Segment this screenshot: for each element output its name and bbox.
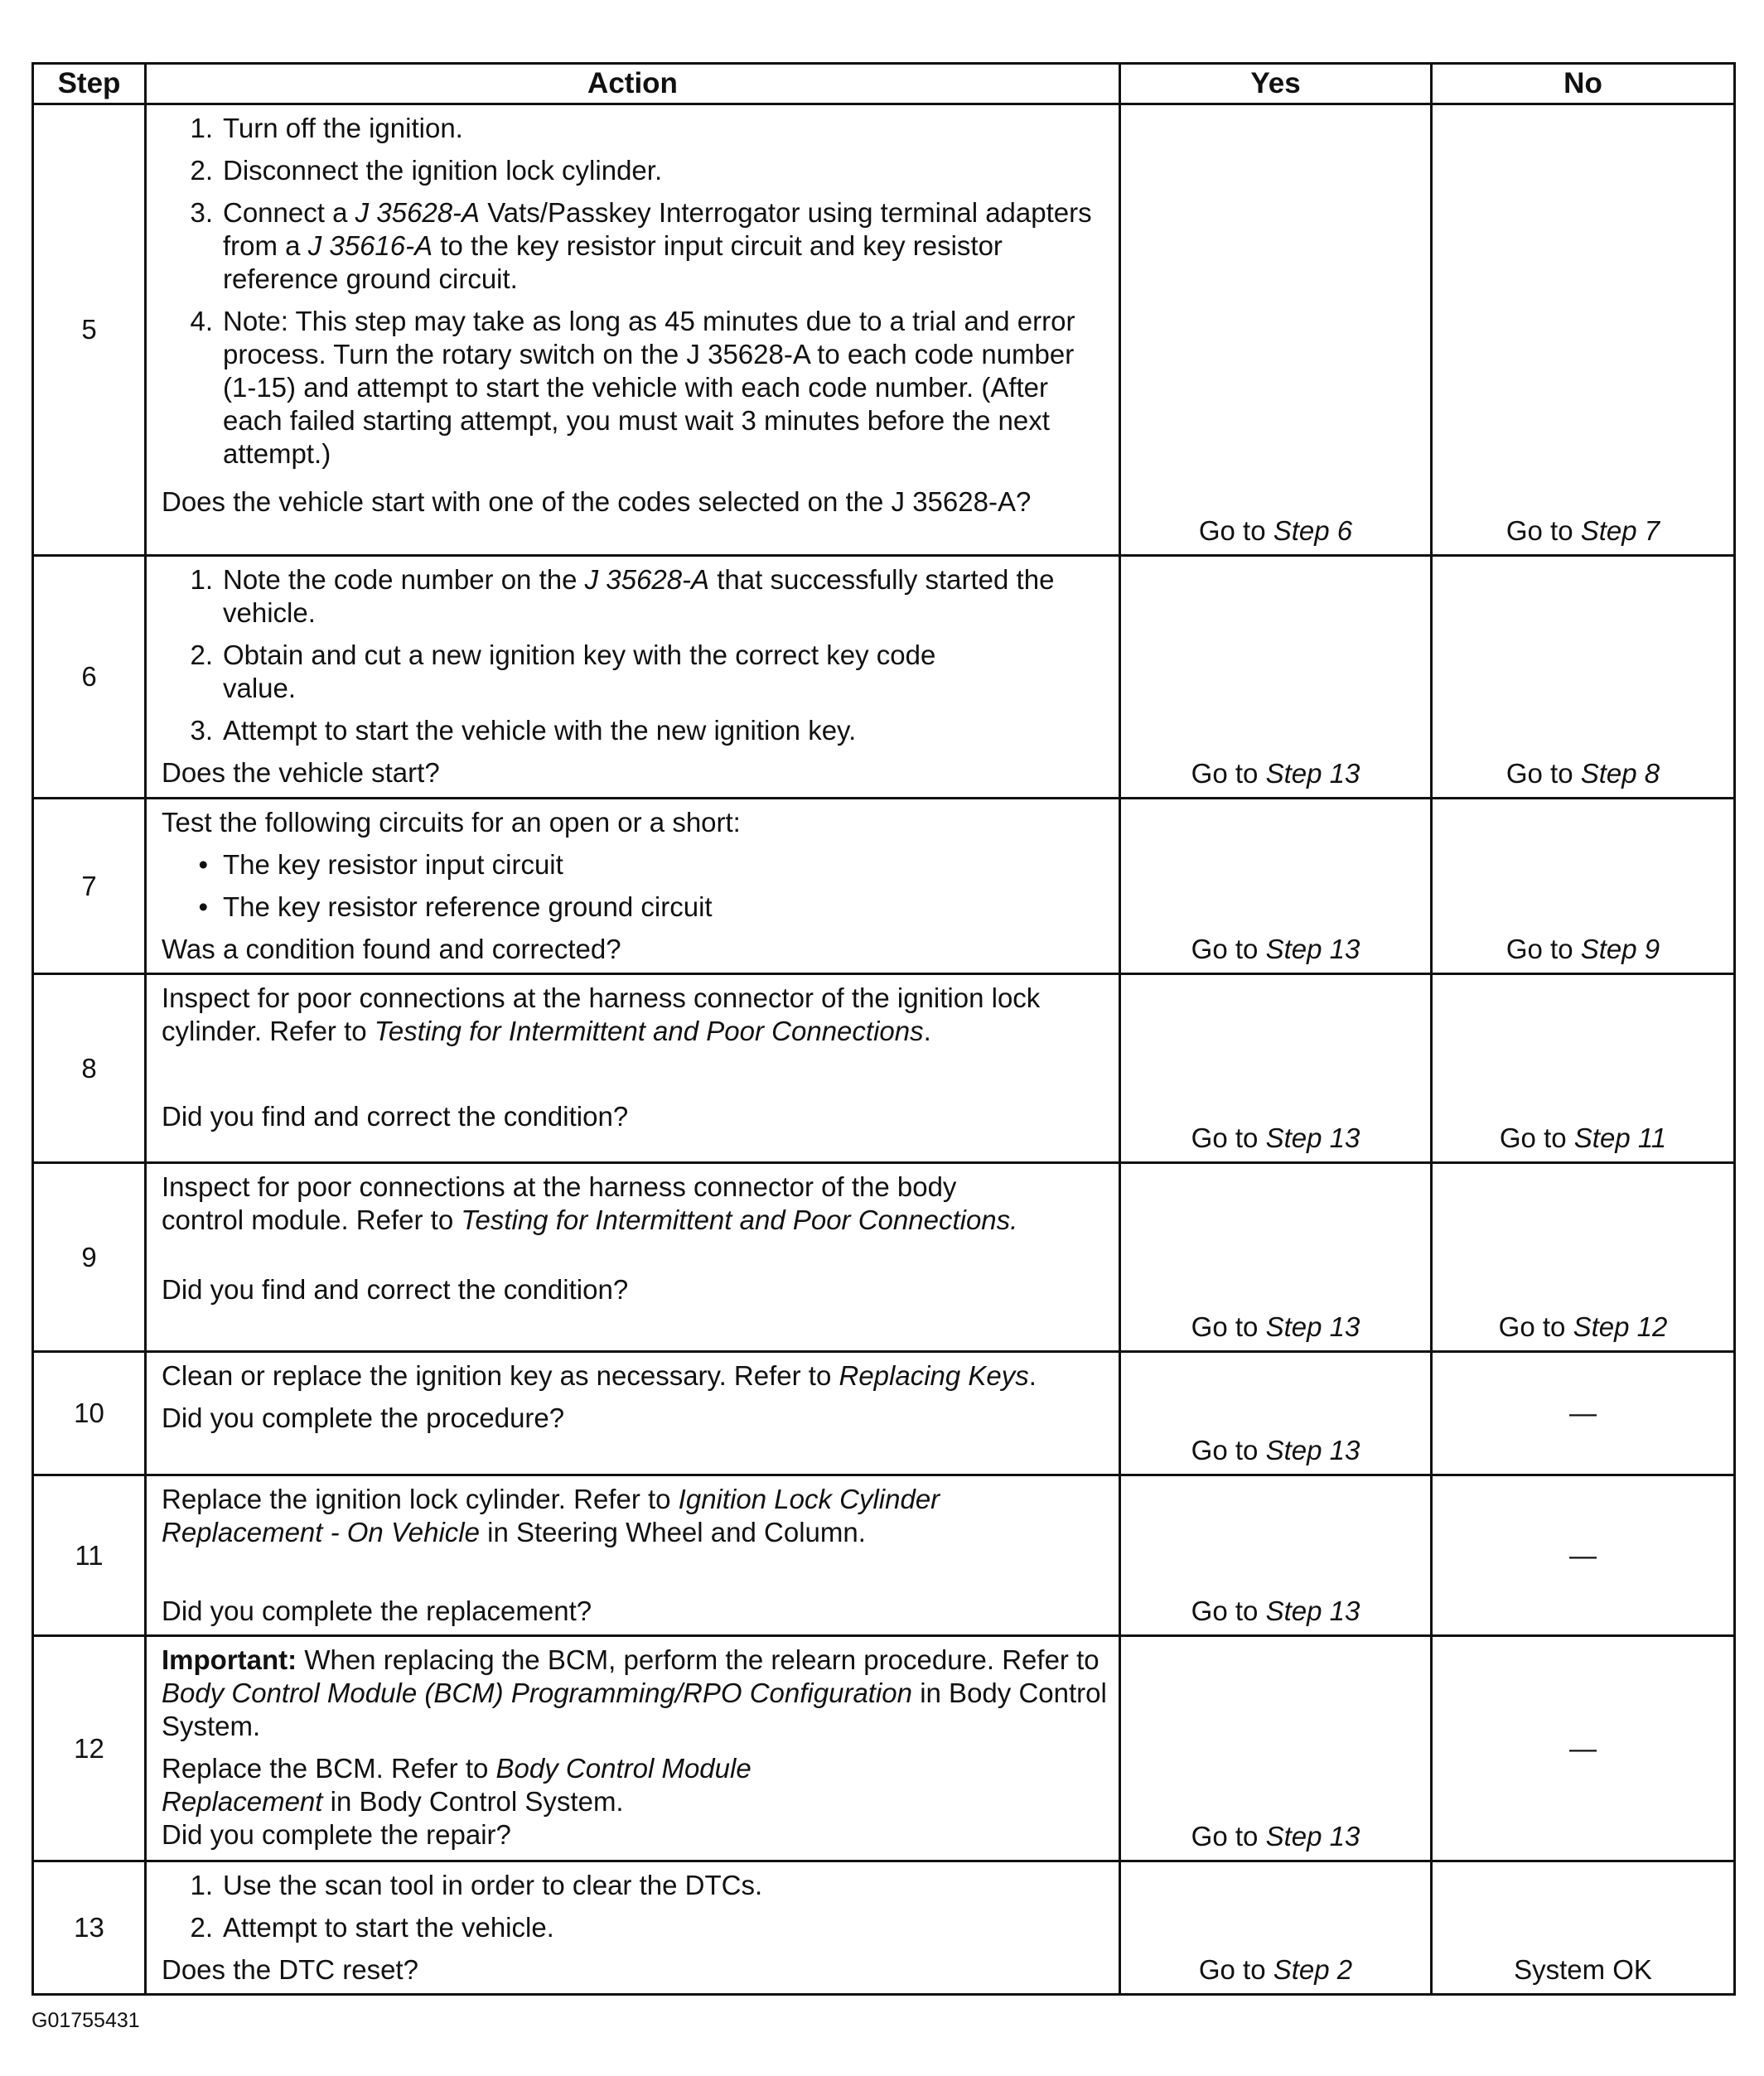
no-cell: — xyxy=(1432,1352,1735,1475)
step-number: 13 xyxy=(33,1861,146,1995)
text-segment: . xyxy=(923,1016,931,1046)
yes-cell xyxy=(1120,1636,1432,1861)
no-step-link[interactable]: Step 8 xyxy=(1580,758,1660,789)
yes-prefix: Go to xyxy=(1191,1821,1266,1852)
no-cell xyxy=(1432,974,1735,1163)
item-number: 2. xyxy=(190,1912,213,1943)
step-number: 6 xyxy=(33,556,146,799)
tool-reference: J 35628-A xyxy=(355,197,481,228)
instruction-text xyxy=(162,1483,1107,1549)
text-segment: in Body Control System. xyxy=(162,1678,1107,1741)
yes-step-link[interactable]: Step 13 xyxy=(1265,934,1360,964)
no-prefix: Go to xyxy=(1505,934,1581,964)
action-cell xyxy=(146,799,1120,974)
important-note xyxy=(162,1644,1107,1743)
intro-text: Test the following circuits for an open or a short: xyxy=(162,807,741,838)
list-item xyxy=(162,112,1107,145)
no-prefix: Go to xyxy=(1498,1311,1573,1342)
item-text: Use the scan tool in order to clear the DTCs. xyxy=(223,1870,763,1900)
text-segment: Replace the ignition lock cylinder. Refer to xyxy=(162,1484,679,1514)
bullet-text: The key resistor reference ground circuit xyxy=(223,891,713,922)
instruction-text xyxy=(162,1752,1107,1818)
yes-prefix: Go to xyxy=(1191,1311,1266,1342)
action-cell xyxy=(146,974,1120,1163)
action-cell xyxy=(146,1475,1120,1636)
action-cell xyxy=(146,1163,1120,1352)
text-segment: that successfully started the vehicle. xyxy=(223,564,1055,628)
step-number: 12 xyxy=(33,1636,146,1861)
question: Was a condition found and corrected? xyxy=(162,934,621,964)
item-text: Attempt to start the vehicle with the new ignition key. xyxy=(223,715,857,746)
spacer xyxy=(162,1048,1107,1091)
list-item xyxy=(162,639,1107,705)
table-row xyxy=(33,974,1735,1163)
action-cell xyxy=(146,1636,1120,1861)
yes-prefix: Go to xyxy=(1191,758,1266,789)
yes-step-link[interactable]: Step 13 xyxy=(1265,1596,1360,1626)
header-no: No xyxy=(1432,64,1735,104)
text-segment: Inspect for poor connections at the harness connector of the body control module. Refer to xyxy=(162,1171,957,1235)
header-step: Step xyxy=(33,64,146,104)
yes-prefix: Go to xyxy=(1191,1122,1266,1153)
action-cell xyxy=(146,1352,1120,1475)
question: Did you find and correct the condition? xyxy=(162,1274,629,1305)
item-number: 1. xyxy=(190,113,213,143)
question: Did you complete the replacement? xyxy=(162,1596,592,1626)
no-prefix: Go to xyxy=(1499,1122,1574,1153)
yes-cell xyxy=(1120,1163,1432,1352)
table-row xyxy=(33,799,1735,974)
no-prefix: Go to xyxy=(1505,515,1581,546)
no-cell xyxy=(1432,1163,1735,1352)
reference-link[interactable]: Ignition Lock Cylinder Replacement - On Vehicle xyxy=(162,1484,940,1547)
no-step-link[interactable]: Step 7 xyxy=(1580,515,1660,546)
action-cell xyxy=(146,1861,1120,1995)
yes-cell xyxy=(1120,556,1432,799)
text-segment: . xyxy=(1028,1360,1037,1391)
item-text xyxy=(223,196,1107,296)
action-cell xyxy=(146,104,1120,556)
item-text: Disconnect the ignition lock cylinder. xyxy=(223,155,663,186)
text-segment: in Steering Wheel and Column. xyxy=(479,1517,866,1547)
item-text xyxy=(223,563,1107,630)
question: Did you find and correct the condition? xyxy=(162,1101,629,1132)
item-number: 2. xyxy=(190,155,213,186)
list-item xyxy=(162,1869,1107,1902)
item-number: 4. xyxy=(190,306,213,336)
bullet-icon: • xyxy=(198,891,208,922)
no-prefix: Go to xyxy=(1505,758,1581,789)
no-cell xyxy=(1432,799,1735,974)
text-segment: to the key resistor input circuit and key resistor reference ground circuit. xyxy=(223,230,1003,294)
yes-cell xyxy=(1120,104,1432,556)
no-cell xyxy=(1432,104,1735,556)
text-segment: Note the code number on the xyxy=(223,564,585,595)
text-segment: Vats/Passkey Interrogator using terminal adapters from a xyxy=(223,197,1092,261)
table-row xyxy=(33,1861,1735,1995)
question: Did you complete the repair? xyxy=(162,1819,511,1850)
figure-id: G01755431 xyxy=(31,2009,140,2032)
header-action: Action xyxy=(146,64,1120,104)
no-cell: — xyxy=(1432,1475,1735,1636)
bullet-item xyxy=(162,891,1107,924)
step-number: 9 xyxy=(33,1163,146,1352)
step-number: 5 xyxy=(33,104,146,556)
yes-step-link[interactable]: Step 13 xyxy=(1265,1435,1360,1465)
item-text: Turn off the ignition. xyxy=(223,113,463,143)
yes-prefix: Go to xyxy=(1191,934,1266,964)
yes-step-link[interactable]: Step 13 xyxy=(1265,1821,1360,1852)
spacer xyxy=(162,1549,1107,1586)
reference-link[interactable]: Body Control Module (BCM) Programming/RPO Configuration xyxy=(162,1678,913,1708)
item-text: Attempt to start the vehicle. xyxy=(223,1912,554,1943)
text-segment: Clean or replace the ignition key as necessary. Refer to xyxy=(162,1360,839,1391)
instruction-text xyxy=(162,1359,1107,1393)
no-step-link[interactable]: Step 12 xyxy=(1573,1311,1668,1342)
item-number: 1. xyxy=(190,1870,213,1900)
action-cell xyxy=(146,556,1120,799)
item-text: Obtain and cut a new ignition key with the correct key code value. xyxy=(223,640,936,703)
yes-step-link[interactable]: Step 13 xyxy=(1265,1311,1360,1342)
table-header-row xyxy=(33,64,1735,104)
text-segment: Inspect for poor connections at the harness connector of the ignition lock cylinder. Refer to xyxy=(162,982,1041,1046)
question: Does the vehicle start with one of the codes selected on the J 35628-A? xyxy=(162,486,1032,517)
spacer xyxy=(162,1237,1107,1273)
question: Does the vehicle start? xyxy=(162,757,440,788)
yes-cell xyxy=(1120,1861,1432,1995)
reference-link[interactable]: Testing for Intermittent and Poor Connections xyxy=(374,1016,924,1046)
yes-step-link[interactable]: Step 2 xyxy=(1273,1954,1353,1985)
no-cell: — xyxy=(1432,1636,1735,1861)
text-segment: When replacing the BCM, perform the relearn procedure. Refer to xyxy=(297,1644,1099,1675)
table-row xyxy=(33,556,1735,799)
table-row xyxy=(33,1636,1735,1861)
bullet-text: The key resistor input circuit xyxy=(223,849,563,880)
yes-prefix: Go to xyxy=(1191,1596,1266,1626)
important-label: Important: xyxy=(162,1644,297,1675)
yes-prefix: Go to xyxy=(1198,1954,1273,1985)
no-step-link[interactable]: Step 9 xyxy=(1580,934,1660,964)
no-cell: System OK xyxy=(1432,1861,1735,1995)
text-segment: in Body Control System. xyxy=(322,1786,624,1817)
bullet-item xyxy=(162,848,1107,881)
table-row xyxy=(33,104,1735,556)
list-item xyxy=(162,196,1107,296)
diagnostic-table xyxy=(31,62,1736,1996)
header-yes: Yes xyxy=(1120,64,1432,104)
item-text: Note: This step may take as long as 45 minutes due to a trial and error process. Turn the rotary switch on the J 35628-A to each code number (1-15) and attempt to start the vehicle with each code number. (After each failed starting attempt, you must wait 3 minutes before the next attempt.) xyxy=(223,306,1075,469)
yes-cell xyxy=(1120,1352,1432,1475)
no-step-link[interactable]: Step 11 xyxy=(1573,1122,1667,1153)
yes-cell xyxy=(1120,974,1432,1163)
item-number: 1. xyxy=(190,564,213,595)
list-item xyxy=(162,563,1107,630)
question: Did you complete the procedure? xyxy=(162,1403,565,1433)
yes-prefix: Go to xyxy=(1198,515,1273,546)
table-row xyxy=(33,1163,1735,1352)
item-number: 3. xyxy=(190,715,213,746)
step-number: 8 xyxy=(33,974,146,1163)
list-item xyxy=(162,154,1107,187)
item-number: 3. xyxy=(190,197,213,228)
text-segment: Connect a xyxy=(223,197,355,228)
no-cell xyxy=(1432,556,1735,799)
reference-link[interactable]: Replacing Keys xyxy=(839,1360,1029,1391)
yes-step-link[interactable]: Step 13 xyxy=(1265,1122,1360,1153)
table-row xyxy=(33,1475,1735,1636)
reference-link[interactable]: Testing for Intermittent and Poor Connections. xyxy=(461,1205,1018,1235)
yes-prefix: Go to xyxy=(1191,1435,1266,1465)
list-item xyxy=(162,1911,1107,1944)
tool-reference: J 35628-A xyxy=(584,564,710,595)
question: Does the DTC reset? xyxy=(162,1954,418,1985)
instruction-text xyxy=(162,1171,1107,1237)
step-number: 10 xyxy=(33,1352,146,1475)
yes-step-link[interactable]: Step 13 xyxy=(1265,758,1360,789)
item-number: 2. xyxy=(190,640,213,670)
instruction-text xyxy=(162,982,1107,1048)
yes-cell xyxy=(1120,1475,1432,1636)
yes-step-link[interactable]: Step 6 xyxy=(1273,515,1353,546)
reference-link[interactable]: Body Control Module Replacement xyxy=(162,1753,752,1817)
step-number: 11 xyxy=(33,1475,146,1636)
tool-reference: J 35616-A xyxy=(307,230,433,261)
yes-cell xyxy=(1120,799,1432,974)
step-number: 7 xyxy=(33,799,146,974)
list-item xyxy=(162,305,1107,471)
table-row xyxy=(33,1352,1735,1475)
bullet-icon: • xyxy=(198,849,208,880)
text-segment: Replace the BCM. Refer to xyxy=(162,1753,496,1784)
list-item xyxy=(162,714,1107,747)
